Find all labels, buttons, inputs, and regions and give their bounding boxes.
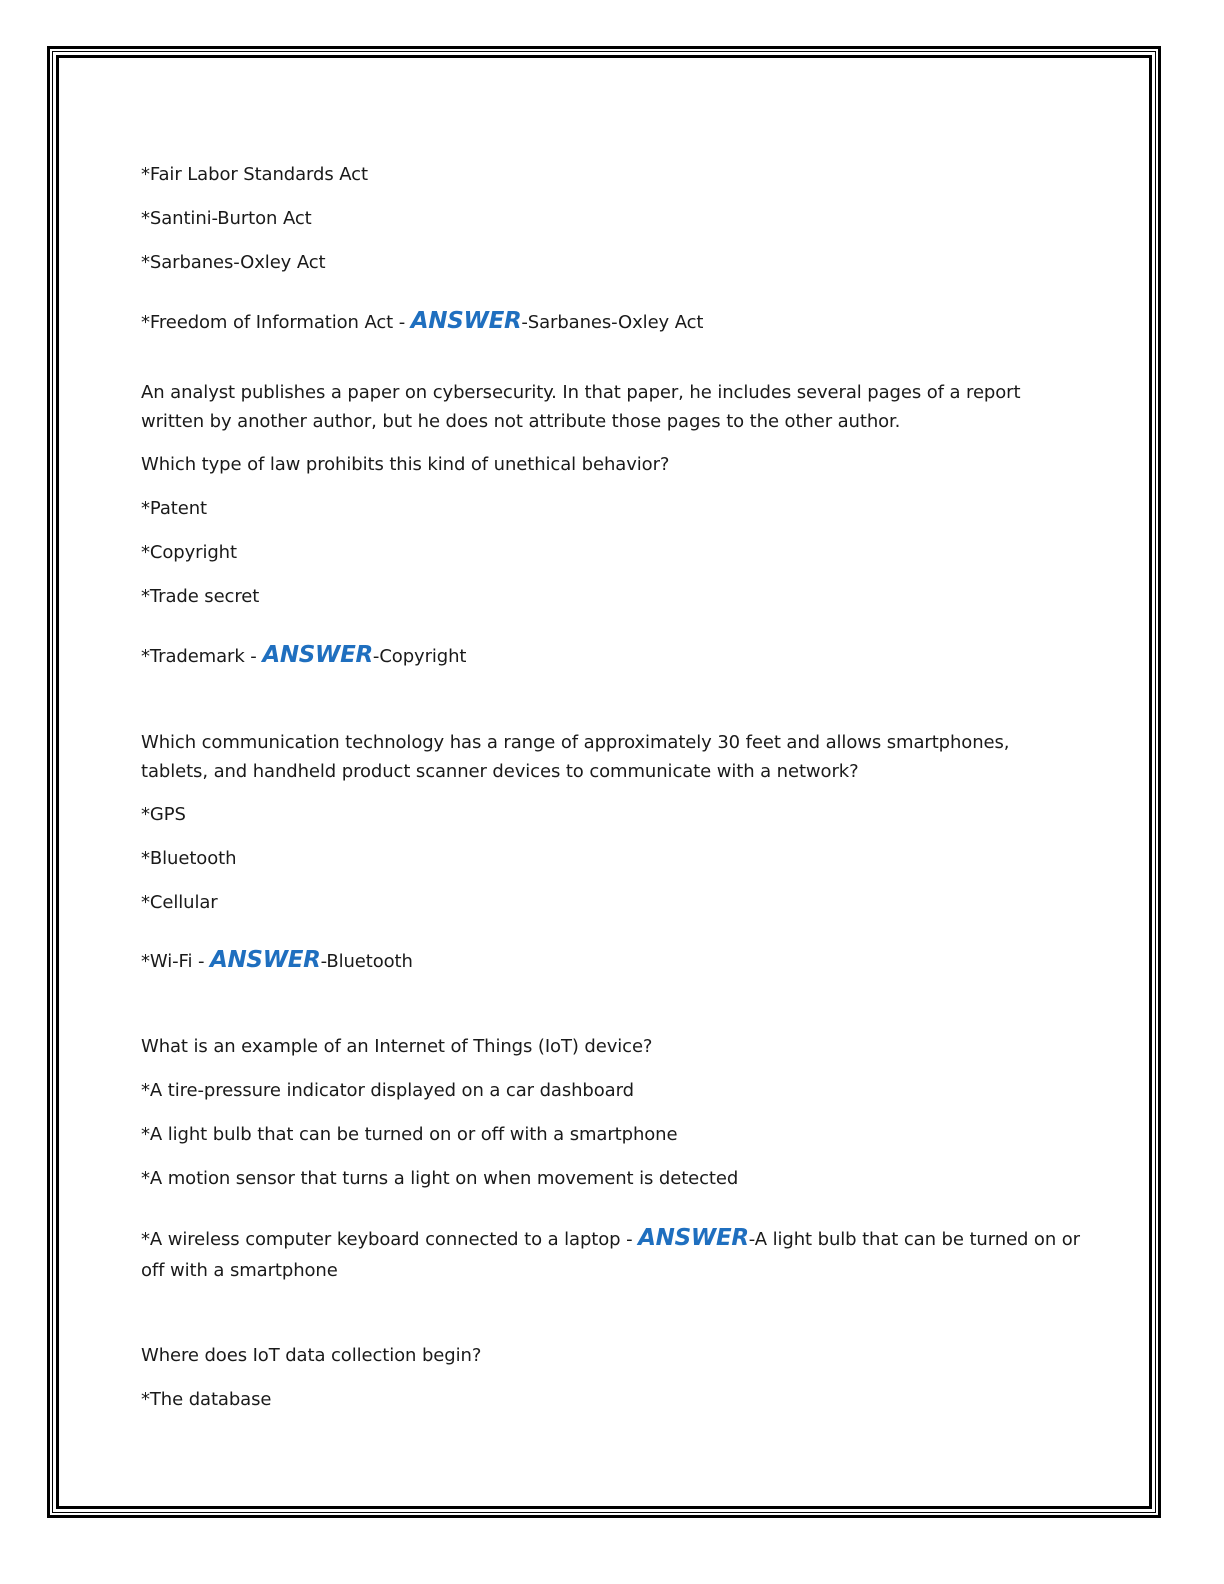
q2-option-2: *Copyright [141,542,237,563]
q3-option-3: *Cellular [141,892,218,913]
q4-option-4: *A wireless computer keyboard connected to a laptop - [141,1229,639,1250]
q3-answer-text: -Bluetooth [320,951,413,972]
q4-option-1: *A tire-pressure indicator displayed on a car dashboard [141,1080,634,1101]
q4-option-2: *A light bulb that can be turned on or off with a smartphone [141,1124,678,1145]
q1-answer-text: -Sarbanes-Oxley Act [521,312,704,333]
q5-option-1: *The database [141,1389,272,1410]
q1-option-2: *Santini-Burton Act [141,208,312,229]
q2-answer-text: -Copyright [372,646,467,667]
q1-option-4-with-answer [141,307,703,337]
q4-option-3: *A motion sensor that turns a light on when movement is detected [141,1168,739,1189]
q2-option-4: *Trademark - [141,646,263,667]
q3-answer-label: ANSWER [209,947,321,973]
q3-option-2: *Bluetooth [141,848,237,869]
q1-option-3: *Sarbanes-Oxley Act [141,252,326,273]
q2-stem: An analyst publishes a paper on cybersecurity. In that paper, he includes several pages of a report written by another author, but he does not attribute those pages to the other author. [141,382,1021,432]
q4-answer-label: ANSWER [638,1225,749,1251]
q1-answer-label: ANSWER [410,308,522,334]
q4-stem: What is an example of an Internet of Things (IoT) device? [141,1036,653,1057]
q2-option-4-with-answer [141,641,466,671]
q2-option-3: *Trade secret [141,586,260,607]
q3-option-4-with-answer [141,946,413,976]
q4-option-4-with-answer [141,1223,1081,1286]
q1-option-4: *Freedom of Information Act - [141,312,411,333]
q2-option-1: *Patent [141,498,207,519]
q3-stem: Which communication technology has a range of approximately 30 feet and allows smartphones, tablets, and handheld product scanner devices to communicate with a network? [141,732,1010,782]
q3-option-1: *GPS [141,804,186,825]
q1-option-1: *Fair Labor Standards Act [141,164,368,185]
q5-stem: Where does IoT data collection begin? [141,1345,482,1366]
q2-answer-label: ANSWER [262,642,373,668]
q2-question: Which type of law prohibits this kind of unethical behavior? [141,454,670,475]
q3-option-4: *Wi-Fi - [141,951,210,972]
q4-answer-text: -A light bulb that can be turned on or off with a smartphone [141,1229,1080,1281]
